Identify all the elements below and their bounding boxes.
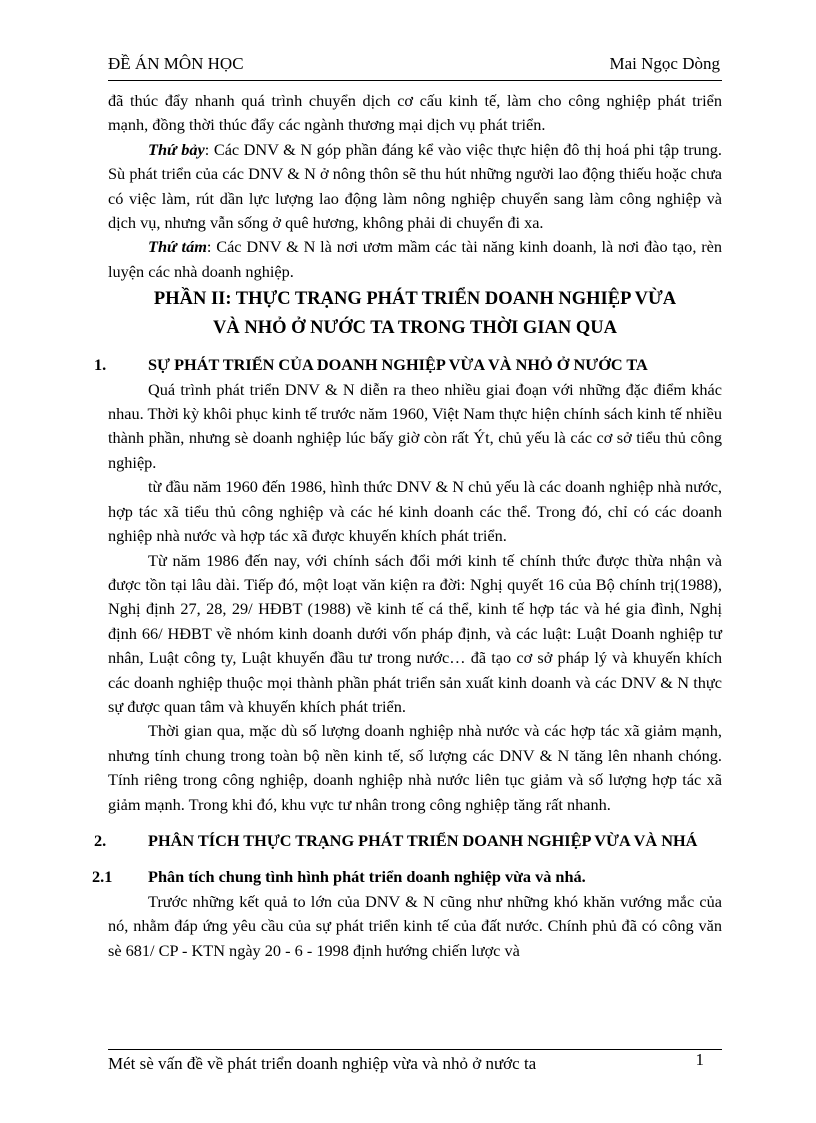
paragraph-text-seventh: : Các DNV & N góp phần đáng kể vào việc thực hiện đô thị hoá phi tập trung. Sù phát triển của các DNV & N ở nông thôn sẽ thu hút những người lao động thiếu hoặc chưa có việc làm, rút dần lực lượng lao động làm nông nghiệp chuyển sang làm công nghiệp và dịch vụ, nhưng vẫn sống ở quê hương, không phải di chuyển đi xa. bbox=[108, 139, 722, 233]
section-number-2: 2. bbox=[94, 830, 107, 850]
paragraph-since-1986: Từ năm 1986 đến nay, với chính sách đổi mới kinh tế chính thức được thừa nhận và được tồn tại lâu dài. Tiếp đó, một loạt văn kiện ra đời: Nghị quyết 16 của Bộ chính trị(1988), Nghị định 27, 28, 29/ HĐBT (1988) về kinh tế cá thể, kinh tế hợp tác và hé gia đình, Nghị định 66/ HĐBT về nhóm kinh doanh dưới vốn pháp định, và các luật: Luật Doanh nghiệp tư nhân, Luật công ty, Luật khuyến đầu tư trong nước… đã tạo cơ sở pháp lý và khuyến khích các doanh nghiệp thuộc mọi thành phần phát triển sản xuất kinh doanh và các DNV & N thực sự được quan tâm và khuyến khích phát triển. bbox=[108, 550, 722, 716]
section-number-1: 1. bbox=[94, 355, 107, 375]
paragraph-history-intro: Quá trình phát triển DNV & N diễn ra theo nhiều giai đoạn với những đặc điểm khác nhau. Thời kỳ khôi phục kinh tế trước năm 1960, Việt Nam thực hiện chính sách kinh tế nhiều thành phần, nhưng sè doanh nghiệp lúc bấy giờ còn rất Ýt, chủ yếu là các cơ sở tiểu thủ công nghiệp. bbox=[108, 379, 722, 472]
section-heading-1 bbox=[94, 353, 722, 377]
header-course-title: ĐỀ ÁN MÔN HỌC bbox=[108, 54, 244, 73]
part-title-line-2: VÀ NHỎ Ở NƯỚC TA TRONG THỜI GIAN QUA bbox=[213, 318, 617, 339]
paragraph-seventh bbox=[108, 138, 722, 236]
paragraph-text-eighth: : Các DNV & N là nơi ươm mầm các tài năng kinh doanh, là nơi đào tạo, rèn luyện các nhà doanh nghiệp. bbox=[108, 237, 722, 281]
header-author: Mai Ngọc Dòng bbox=[609, 54, 720, 73]
page-number: 1 bbox=[695, 1050, 704, 1069]
paragraph-1960-1986: từ đầu năm 1960 đến 1986, hình thức DNV & N chủ yếu là các doanh nghiệp nhà nước, hợp tác xã tiểu thủ công nghiệp và các hé kinh doanh các thể. Trong đó, chỉ có các doanh nghiệp nhà nước và hợp tác xã được khuyến khích phát triển. bbox=[108, 477, 722, 546]
section-heading-2 bbox=[94, 829, 722, 853]
page-header bbox=[108, 52, 722, 81]
subsection-title-2-1: Phân tích chung tình hình phát triển doanh nghiệp vừa và nhá. bbox=[148, 867, 586, 887]
paragraph-eighth bbox=[108, 235, 722, 284]
paragraph-lead-seventh: Thứ bảy bbox=[148, 139, 205, 159]
paragraph-government-response: Trước những kết quả to lớn của DNV & N cũng như những khó khăn vướng mắc của nó, nhằm đáp ứng yêu cầu của sự phát triển kinh tế của đất nước. Chính phủ đã có công văn sè 681/ CP - KTN ngày 20 - 6 - 1998 định hướng chiến lược và bbox=[108, 891, 722, 960]
paragraph-recent: Thời gian qua, mặc dù số lượng doanh nghiệp nhà nước và các hợp tác xã giảm mạnh, nhưng tính chung trong toàn bộ nền kinh tế, số lượng các DNV & N tăng lên nhanh chóng. Tính riêng trong công nghiệp, doanh nghiệp nhà nước liên tục giảm và số lượng hợp tác xã giảm mạnh. Trong khi đó, khu vực tư nhân trong công nghiệp tăng rất nhanh. bbox=[108, 721, 722, 814]
subsection-number-2-1: 2.1 bbox=[92, 867, 113, 887]
part-title bbox=[108, 285, 722, 343]
subsection-heading-2-1 bbox=[92, 865, 722, 889]
section-title-2: PHÂN TÍCH THỰC TRẠNG PHÁT TRIỂN DOANH NGHIỆP VỪA VÀ NHÁ bbox=[148, 830, 698, 850]
page-footer bbox=[108, 1049, 722, 1078]
footer-document-title: Mét sè vấn đề về phát triển doanh nghiệp vừa và nhỏ ở nước ta bbox=[108, 1054, 537, 1073]
section-title-1: SỰ PHÁT TRIỂN CỦA DOANH NGHIỆP VỪA VÀ NHỎ Ở NƯỚC TA bbox=[148, 355, 648, 375]
part-title-line-1: PHẦN II: THỰC TRẠNG PHÁT TRIỂN DOANH NGHIỆP VỪA bbox=[153, 289, 677, 310]
page-body bbox=[92, 89, 722, 963]
paragraph-continuation: đã thúc đẩy nhanh quá trình chuyển dịch cơ cấu kinh tế, làm cho công nghiệp phát triển mạnh, đồng thời thúc đẩy các ngành thương mại dịch vụ phát triển. bbox=[108, 91, 722, 135]
paragraph-lead-eighth: Thứ tám bbox=[148, 237, 207, 257]
